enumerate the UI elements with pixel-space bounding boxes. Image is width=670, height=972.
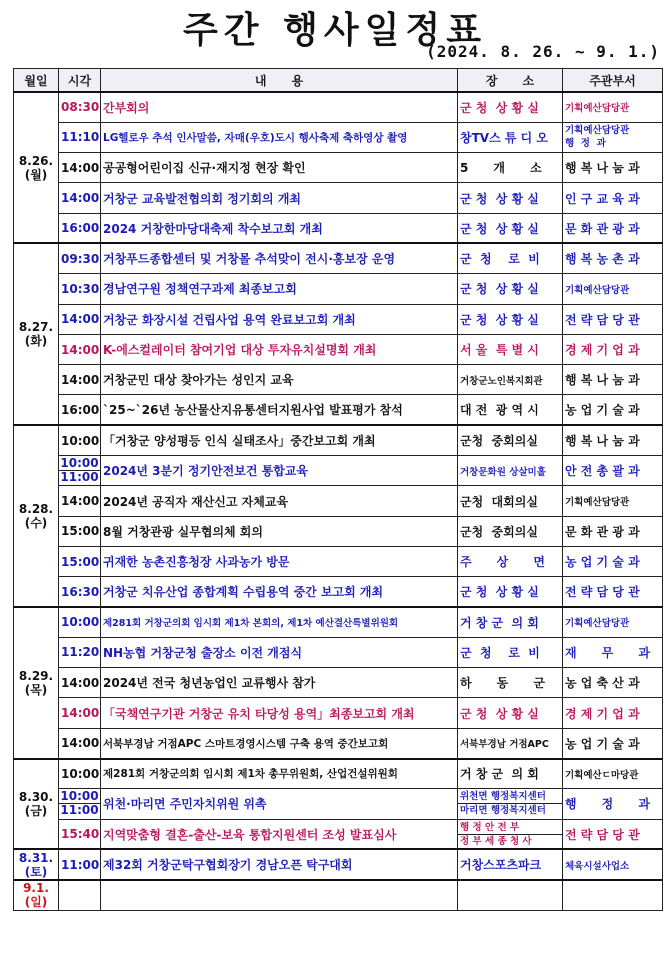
table-row bbox=[14, 880, 663, 910]
event-time: 14:00 bbox=[59, 334, 101, 364]
event-place-line2: 마리면 행정복지센터 bbox=[458, 803, 562, 817]
day-weekday: (일) bbox=[24, 895, 48, 910]
event-dept: 전 략 담 당 관 bbox=[563, 304, 663, 334]
day-weekday: (금) bbox=[24, 803, 48, 818]
event-place: 거 창 군 의 회 bbox=[458, 759, 563, 789]
event-content: 위천·마리면 주민자치위원 위촉 bbox=[101, 789, 458, 819]
event-time: 08:30 bbox=[59, 92, 101, 122]
event-content: NH농협 거창군청 출장소 이전 개점식 bbox=[101, 637, 458, 667]
event-time: 11:00 bbox=[59, 849, 101, 879]
event-place: 거창스포츠파크 bbox=[458, 849, 563, 879]
event-content: 8월 거창관광 실무협의체 회의 bbox=[101, 516, 458, 546]
table-row bbox=[14, 395, 663, 425]
day-date: 8.28. bbox=[18, 502, 54, 517]
day-date-cell bbox=[14, 607, 59, 758]
event-time: 14:00 bbox=[59, 183, 101, 213]
event-time-end: 11:00 bbox=[59, 470, 101, 484]
event-dept: 기획예산담당관 bbox=[563, 486, 663, 516]
event-content: `25~`26년 농산물산지유통센터지원사업 발표평가 참석 bbox=[101, 395, 458, 425]
day-date: 8.27. bbox=[18, 320, 54, 335]
event-dept bbox=[563, 880, 663, 910]
table-row bbox=[14, 425, 663, 455]
event-time-end: 11:00 bbox=[59, 803, 101, 817]
event-dept: 행 복 나 눔 과 bbox=[563, 425, 663, 455]
event-dept-line2: 행 정 과 bbox=[565, 138, 606, 150]
day-date-cell bbox=[14, 243, 59, 425]
event-place: 군 청 상 황 실 bbox=[458, 698, 563, 728]
event-content: 거창군민 대상 찾아가는 성인지 교육 bbox=[101, 365, 458, 395]
header-date: 월일 bbox=[14, 69, 59, 93]
event-time: 14:00 bbox=[59, 365, 101, 395]
event-place: 하 동 군 bbox=[458, 668, 563, 698]
event-time: 09:30 bbox=[59, 243, 101, 273]
event-time: 14:00 bbox=[59, 153, 101, 183]
event-content: LG헬로우 추석 인사말씀, 자매(우호)도시 행사축제 축하영상 촬영 bbox=[101, 122, 458, 152]
event-time bbox=[59, 789, 101, 819]
event-dept: 경 제 기 업 과 bbox=[563, 698, 663, 728]
event-dept: 농 업 기 술 과 bbox=[563, 728, 663, 758]
header-place: 장 소 bbox=[458, 69, 563, 93]
day-date: 9.1. bbox=[23, 881, 49, 896]
event-dept: 농 업 축 산 과 bbox=[563, 668, 663, 698]
day-date-cell bbox=[14, 849, 59, 879]
event-time: 15:00 bbox=[59, 516, 101, 546]
event-content: 2024년 3분기 정기안전보건 통합교육 bbox=[101, 456, 458, 486]
header-content: 내 용 bbox=[101, 69, 458, 93]
day-weekday: (수) bbox=[24, 516, 48, 531]
table-row bbox=[14, 365, 663, 395]
event-time: 14:00 bbox=[59, 486, 101, 516]
table-row bbox=[14, 243, 663, 273]
event-place: 군 청 상 황 실 bbox=[458, 213, 563, 243]
event-place: 군청 중회의실 bbox=[458, 425, 563, 455]
event-place: 창TV스 튜 디 오 bbox=[458, 122, 563, 152]
event-content: 경남연구원 정책연구과제 최종보고회 bbox=[101, 274, 458, 304]
table-row bbox=[14, 486, 663, 516]
event-content: 공공형어린이집 신규·재지정 현장 확인 bbox=[101, 153, 458, 183]
event-time: 10:00 bbox=[59, 425, 101, 455]
event-content: 거창군 화장시설 건립사업 용역 완료보고회 개최 bbox=[101, 304, 458, 334]
event-content: 2024년 전국 청년농업인 교류행사 참가 bbox=[101, 668, 458, 698]
event-content: 제281회 거창군의회 임시회 제1차 본회의, 제1차 예산결산특별위원회 bbox=[101, 607, 458, 637]
day-date-cell bbox=[14, 880, 59, 910]
event-dept: 기획예산담당관 bbox=[563, 274, 663, 304]
event-dept: 문 화 관 광 과 bbox=[563, 213, 663, 243]
event-content: 제32회 거창군탁구협회장기 경남오픈 탁구대회 bbox=[101, 849, 458, 879]
table-row bbox=[14, 819, 663, 849]
event-place: 서 울 특 별 시 bbox=[458, 334, 563, 364]
event-dept: 체육시설사업소 bbox=[563, 849, 663, 879]
table-row bbox=[14, 607, 663, 637]
table-row bbox=[14, 213, 663, 243]
header-row bbox=[14, 69, 663, 93]
header-dept: 주관부서 bbox=[563, 69, 663, 93]
page-title: 주간 행사일정표 bbox=[183, 10, 487, 51]
day-weekday: (화) bbox=[24, 334, 48, 349]
event-content: 귀재한 농촌진흥청장 사과농가 방문 bbox=[101, 546, 458, 576]
event-dept: 문 화 관 광 과 bbox=[563, 516, 663, 546]
event-dept: 안 전 총 괄 과 bbox=[563, 456, 663, 486]
event-content bbox=[101, 880, 458, 910]
event-place: 군 청 상 황 실 bbox=[458, 577, 563, 607]
event-content: 거창군 치유산업 종합계획 수립용역 중간 보고회 개최 bbox=[101, 577, 458, 607]
table-row bbox=[14, 183, 663, 213]
event-time: 10:00 bbox=[59, 759, 101, 789]
header-time: 시각 bbox=[59, 69, 101, 93]
table-row bbox=[14, 516, 663, 546]
table-row bbox=[14, 274, 663, 304]
event-content: 서북부경남 거점APC 스마트경영시스템 구축 용역 중간보고회 bbox=[101, 728, 458, 758]
event-dept: 전 략 담 당 관 bbox=[563, 577, 663, 607]
event-place-line2: 정 부 세 종 청 사 bbox=[458, 834, 562, 848]
event-place: 군 청 상 황 실 bbox=[458, 183, 563, 213]
event-place: 주 상 면 bbox=[458, 546, 563, 576]
event-dept: 행 복 나 눔 과 bbox=[563, 153, 663, 183]
event-dept: 재 무 과 bbox=[563, 637, 663, 667]
day-date: 8.29. bbox=[18, 668, 54, 683]
event-dept: 인 구 교 육 과 bbox=[563, 183, 663, 213]
table-row bbox=[14, 577, 663, 607]
table-row bbox=[14, 92, 663, 122]
event-time: 15:00 bbox=[59, 546, 101, 576]
event-place bbox=[458, 789, 563, 819]
event-content: 「거창군 양성평등 인식 실태조사」중간보고회 개최 bbox=[101, 425, 458, 455]
event-time bbox=[59, 456, 101, 486]
event-time: 14:00 bbox=[59, 728, 101, 758]
event-place: 서북부경남 거점APC bbox=[458, 728, 563, 758]
day-date: 8.26. bbox=[18, 153, 54, 168]
event-content: 제281회 거창군의회 임시회 제1차 총무위원회, 산업건설위원회 bbox=[101, 759, 458, 789]
event-place: 군 청 상 황 실 bbox=[458, 92, 563, 122]
event-place: 군청 중회의실 bbox=[458, 516, 563, 546]
table-row bbox=[14, 637, 663, 667]
event-dept: 행 정 과 bbox=[563, 789, 663, 819]
event-time: 14:00 bbox=[59, 668, 101, 698]
event-content: 거창푸드종합센터 및 거창몰 추석맞이 전시·홍보장 운영 bbox=[101, 243, 458, 273]
table-row bbox=[14, 698, 663, 728]
event-place: 5 개 소 bbox=[458, 153, 563, 183]
event-content: 거창군 교육발전협의회 정기회의 개최 bbox=[101, 183, 458, 213]
event-time bbox=[59, 880, 101, 910]
event-place-line1: 위천면 행정복지센터 bbox=[460, 791, 546, 803]
day-date-cell bbox=[14, 759, 59, 850]
event-place: 군 청 로 비 bbox=[458, 637, 563, 667]
table-row bbox=[14, 546, 663, 576]
table-row bbox=[14, 728, 663, 758]
day-weekday: (목) bbox=[24, 682, 48, 697]
event-dept: 기획예산담당관 bbox=[563, 92, 663, 122]
event-dept: 행 복 나 눔 과 bbox=[563, 365, 663, 395]
table-row bbox=[14, 849, 663, 879]
day-date-cell bbox=[14, 92, 59, 243]
event-dept: 경 제 기 업 과 bbox=[563, 334, 663, 364]
table-row bbox=[14, 759, 663, 789]
event-dept-line1: 기획예산담당관 bbox=[565, 125, 630, 137]
event-place bbox=[458, 819, 563, 849]
event-dept bbox=[563, 122, 663, 152]
event-place: 대 전 광 역 시 bbox=[458, 395, 563, 425]
event-time: 10:30 bbox=[59, 274, 101, 304]
event-dept: 농 업 기 술 과 bbox=[563, 546, 663, 576]
event-dept: 농 업 기 술 과 bbox=[563, 395, 663, 425]
event-place: 군 청 상 황 실 bbox=[458, 304, 563, 334]
event-content: 「국책연구기관 거창군 유치 타당성 용역」최종보고회 개최 bbox=[101, 698, 458, 728]
table-row bbox=[14, 122, 663, 152]
event-place: 군 청 상 황 실 bbox=[458, 274, 563, 304]
event-time: 10:00 bbox=[59, 607, 101, 637]
event-time: 14:00 bbox=[59, 698, 101, 728]
event-dept: 기획예산담당관 bbox=[563, 607, 663, 637]
event-content: 2024년 공직자 재산신고 자체교육 bbox=[101, 486, 458, 516]
event-place-line1: 행 정 안 전 부 bbox=[460, 821, 520, 833]
event-dept: 기획예산ㄷ마당관 bbox=[563, 759, 663, 789]
event-time: 16:00 bbox=[59, 213, 101, 243]
day-date: 8.31. bbox=[18, 850, 54, 865]
event-place: 거창군노인복지회관 bbox=[458, 365, 563, 395]
event-place: 군 청 로 비 bbox=[458, 243, 563, 273]
table-row bbox=[14, 668, 663, 698]
event-time-start: 10:00 bbox=[60, 789, 99, 804]
event-time: 14:00 bbox=[59, 304, 101, 334]
event-time-start: 10:00 bbox=[60, 456, 99, 471]
event-content: 2024 거창한마당대축제 착수보고회 개최 bbox=[101, 213, 458, 243]
event-time: 16:30 bbox=[59, 577, 101, 607]
table-row bbox=[14, 334, 663, 364]
day-weekday: (토) bbox=[24, 864, 48, 879]
day-date: 8.30. bbox=[18, 789, 54, 804]
table-row bbox=[14, 789, 663, 819]
schedule-period: (2024. 8. 26. ~ 9. 1.) bbox=[426, 42, 660, 61]
event-place: 군청 대회의실 bbox=[458, 486, 563, 516]
event-time: 16:00 bbox=[59, 395, 101, 425]
event-content: K-에스컬레이터 참여기업 대상 투자유치설명회 개최 bbox=[101, 334, 458, 364]
event-dept: 행 복 농 촌 과 bbox=[563, 243, 663, 273]
table-row bbox=[14, 153, 663, 183]
event-time: 11:20 bbox=[59, 637, 101, 667]
event-time: 15:40 bbox=[59, 819, 101, 849]
day-weekday: (월) bbox=[24, 167, 48, 182]
event-dept: 전 략 담 당 관 bbox=[563, 819, 663, 849]
schedule-table bbox=[13, 68, 663, 911]
day-date-cell bbox=[14, 425, 59, 607]
table-row bbox=[14, 304, 663, 334]
event-content: 간부회의 bbox=[101, 92, 458, 122]
event-place: 거 창 군 의 회 bbox=[458, 607, 563, 637]
event-place bbox=[458, 880, 563, 910]
table-row bbox=[14, 456, 663, 486]
event-content: 지역맞춤형 결혼-출산-보육 통합지원센터 조성 발표심사 bbox=[101, 819, 458, 849]
event-time: 11:10 bbox=[59, 122, 101, 152]
event-place: 거창문화원 상살미홀 bbox=[458, 456, 563, 486]
